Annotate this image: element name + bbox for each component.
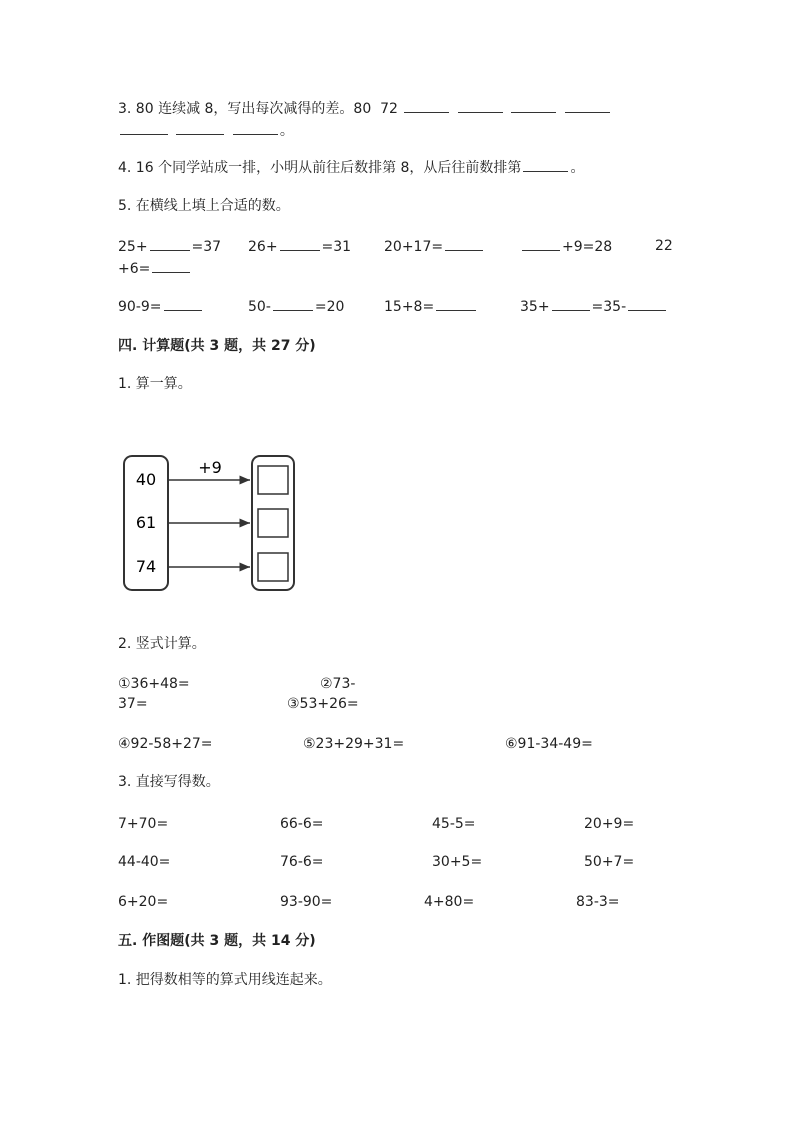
q5-eq: 22: [655, 238, 673, 254]
q5-eq: [118, 258, 192, 279]
mental-calc-item: 83-3=: [576, 894, 620, 910]
s4-q3-title: 3. 直接写得数。: [118, 774, 220, 790]
q4-line: [118, 157, 584, 178]
input-number: 40: [135, 470, 157, 489]
answer-box[interactable]: [258, 466, 288, 494]
eq-text: 26+: [248, 239, 278, 255]
q5-eq: [384, 236, 485, 257]
vertical-calc-item: ①36+48=: [118, 676, 190, 692]
vertical-calc-item: 37=: [118, 696, 148, 712]
s4-q1-title: 1. 算一算。: [118, 376, 192, 392]
eq-text: +6=: [118, 261, 151, 277]
answer-blank[interactable]: [511, 98, 556, 113]
q5-eq: [248, 296, 344, 317]
q3-line2: [118, 120, 294, 141]
vertical-calc-item: ⑥91-34-49=: [505, 736, 593, 752]
eq-text: 90-9=: [118, 299, 162, 315]
vertical-calc-item: ④92-58+27=: [118, 736, 213, 752]
q5-title: 5. 在横线上填上合适的数。: [118, 198, 290, 214]
vertical-calc-item: ②73-: [320, 676, 356, 692]
answer-blank[interactable]: [273, 296, 313, 311]
answer-blank[interactable]: [164, 296, 202, 311]
q5-eq: [248, 236, 351, 257]
answer-blank[interactable]: [565, 98, 610, 113]
input-number: 61: [135, 513, 157, 532]
answer-blank[interactable]: [176, 120, 224, 135]
mental-calc-item: 20+9=: [584, 816, 635, 832]
s5-q1-title: 1. 把得数相等的算式用线连起来。: [118, 972, 332, 988]
answer-blank[interactable]: [150, 236, 190, 251]
answer-blank[interactable]: [458, 98, 503, 113]
input-number: 74: [135, 557, 157, 576]
answer-blank[interactable]: [120, 120, 168, 135]
section-4-heading: 四. 计算题(共 3 题，共 27 分): [118, 338, 316, 354]
eq-text: 20+17=: [384, 239, 444, 255]
eq-text: 25+: [118, 239, 148, 255]
q3-line1: [118, 98, 612, 119]
answer-blank[interactable]: [436, 296, 476, 311]
answer-blank[interactable]: [280, 236, 320, 251]
answer-blank[interactable]: [522, 236, 560, 251]
operation-label: +9: [198, 458, 222, 477]
s4-q2-title: 2. 竖式计算。: [118, 636, 206, 652]
mental-calc-item: 76-6=: [280, 854, 324, 870]
q5-eq: [118, 296, 204, 317]
eq-text: +9=28: [562, 239, 613, 255]
mental-calc-item: 93-90=: [280, 894, 333, 910]
mental-calc-item: 44-40=: [118, 854, 171, 870]
q5-eq: [520, 296, 668, 317]
q5-eq: [118, 236, 221, 257]
answer-blank[interactable]: [404, 98, 449, 113]
q3-end-punct: 。: [279, 123, 294, 139]
answer-blank[interactable]: [628, 296, 666, 311]
q5-eq: [384, 296, 478, 317]
answer-blank[interactable]: [552, 296, 590, 311]
mental-calc-item: 4+80=: [424, 894, 475, 910]
mental-calc-item: 7+70=: [118, 816, 169, 832]
vertical-calc-item: ③53+26=: [287, 696, 359, 712]
answer-blank[interactable]: [152, 258, 190, 273]
q4-text: 4. 16 个同学站成一排，小明从前往后数排第 8，从后往前数排第: [118, 160, 522, 176]
answer-blank[interactable]: [523, 157, 568, 172]
eq-text: =31: [321, 239, 352, 255]
mental-calc-item: 45-5=: [432, 816, 476, 832]
eq-text: 15+8=: [384, 299, 435, 315]
eq-text: =37: [191, 239, 222, 255]
q3-text: 3. 80 连续减 8，写出每次减得的差。80 72: [118, 101, 398, 117]
mental-calc-item: 30+5=: [432, 854, 483, 870]
q4-end-punct: 。: [570, 160, 585, 176]
eq-text: =35-: [591, 299, 627, 315]
q5-eq: [520, 236, 612, 257]
answer-box[interactable]: [258, 509, 288, 537]
section-5-heading: 五. 作图题(共 3 题，共 14 分): [118, 933, 316, 949]
answer-blank[interactable]: [445, 236, 483, 251]
mental-calc-item: 6+20=: [118, 894, 169, 910]
answer-blank[interactable]: [233, 120, 278, 135]
answer-box[interactable]: [258, 553, 288, 581]
eq-text: =20: [314, 299, 345, 315]
eq-text: 50-: [248, 299, 271, 315]
mental-calc-item: 50+7=: [584, 854, 635, 870]
calc-diagram: [118, 452, 298, 592]
eq-text: 35+: [520, 299, 550, 315]
vertical-calc-item: ⑤23+29+31=: [303, 736, 405, 752]
mental-calc-item: 66-6=: [280, 816, 324, 832]
